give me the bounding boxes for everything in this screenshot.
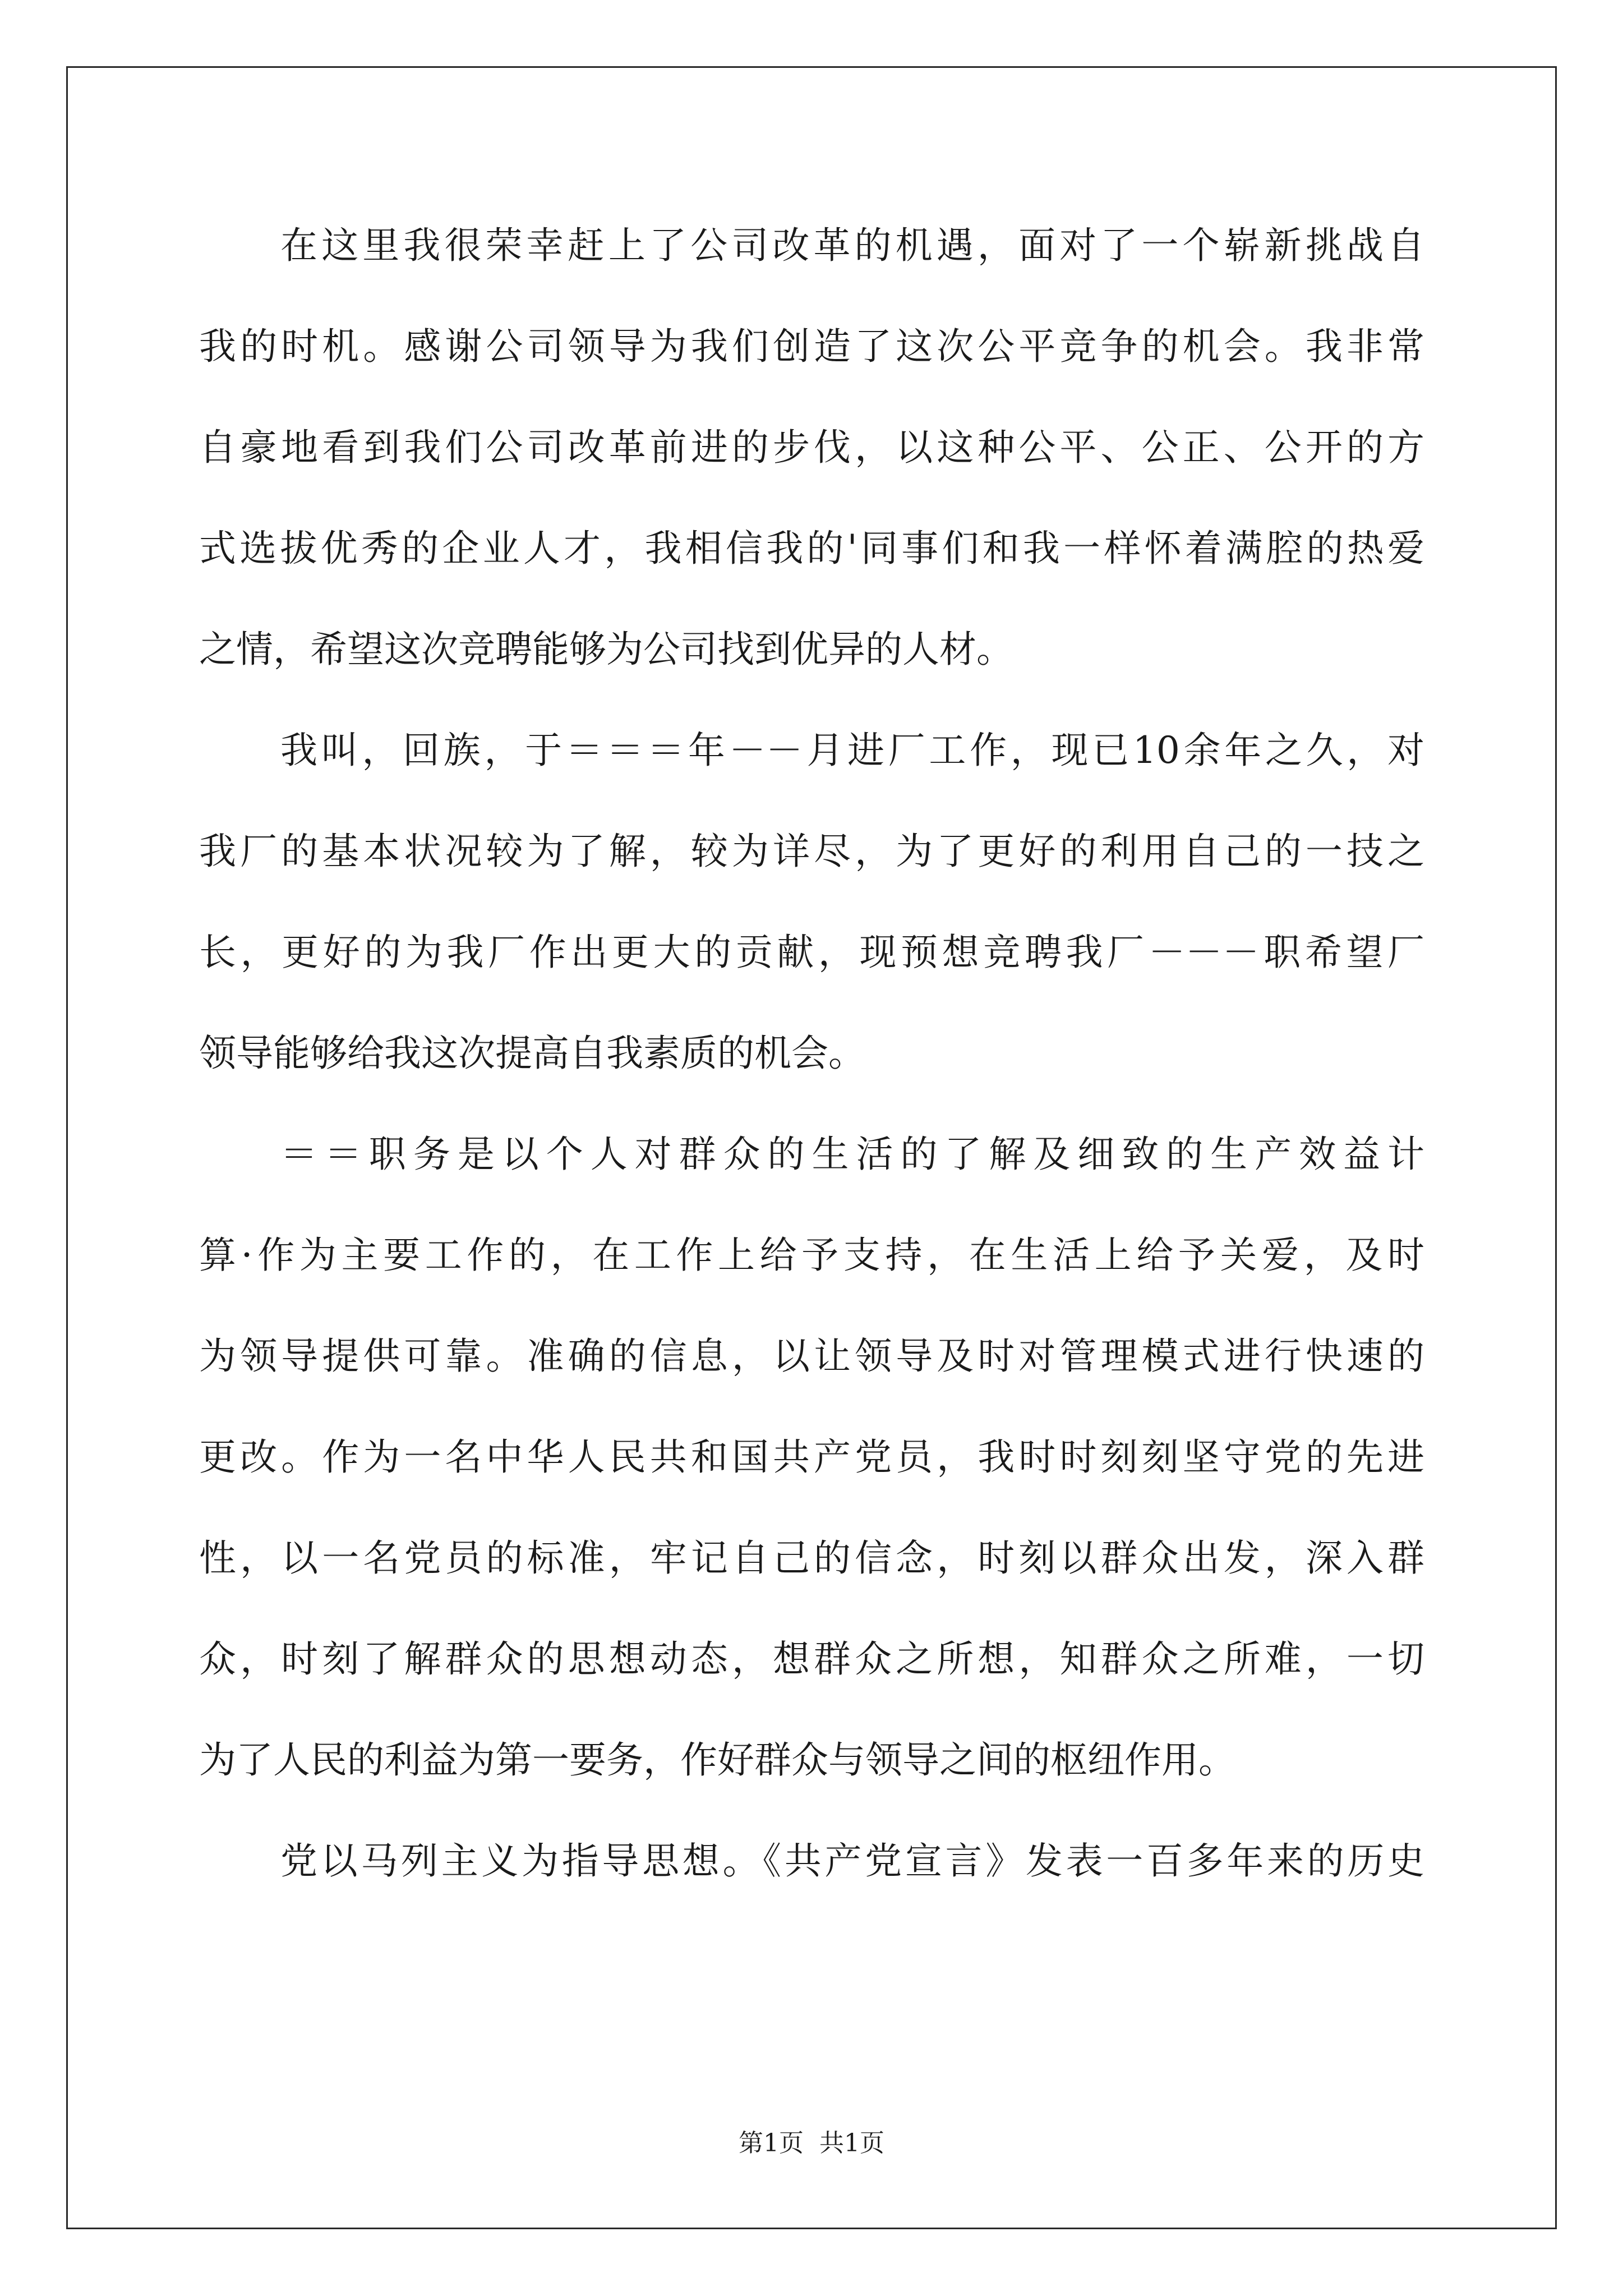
page-number-total: 共1页: [819, 2129, 884, 2157]
text-line: 长，更好的为我厂作出更大的贡献，现预想竞聘我厂－－－职希望厂: [199, 931, 1424, 974]
text-line: 在这里我很荣幸赶上了公司改革的机遇，面对了一个崭新挑战自: [280, 224, 1424, 267]
text-line: 为领导提供可靠。准确的信息，以让领导及时对管理模式进行快速的: [199, 1335, 1424, 1378]
text-line: 我的时机。感谢公司领导为我们创造了这次公平竞争的机会。我非常: [199, 325, 1424, 368]
text-line: 之情，希望这次竞聘能够为公司找到优异的人材。: [199, 628, 1013, 671]
text-line: 式选拔优秀的企业人才，我相信我的'同事们和我一样怀着满腔的热爱: [199, 527, 1424, 570]
text-line: 算·作为主要工作的，在工作上给予支持，在生活上给予关爱，及时: [199, 1234, 1424, 1277]
text-line: 众，时刻了解群众的思想动态，想群众之所想，知群众之所难，一切: [199, 1637, 1424, 1681]
text-line: 我厂的基本状况较为了解，较为详尽，为了更好的利用自己的一技之: [199, 830, 1424, 873]
text-line: ＝＝职务是以个人对群众的生活的了解及细致的生产效益计: [280, 1133, 1424, 1176]
text-line: 更改。作为一名中华人民共和国共产党员，我时时刻刻坚守党的先进: [199, 1435, 1424, 1479]
text-line: 领导能够给我这次提高自我素质的机会。: [199, 1032, 865, 1075]
text-line: 为了人民的利益为第一要务，作好群众与领导之间的枢纽作用。: [199, 1738, 1235, 1782]
text-line: 自豪地看到我们公司改革前进的步伐，以这种公平、公正、公开的方: [199, 426, 1424, 469]
page-number-current: 第1页: [739, 2129, 804, 2157]
text-line: 党以马列主义为指导思想。《共产党宣言》发表一百多年来的历史: [280, 1839, 1424, 1883]
text-line: 性，以一名党员的标准，牢记自己的信念，时刻以群众出发，深入群: [199, 1536, 1424, 1580]
text-line: 我叫，回族，于＝＝＝年－－月进厂工作，现已10余年之久，对: [280, 729, 1424, 772]
page-footer: [0, 2127, 1623, 2160]
